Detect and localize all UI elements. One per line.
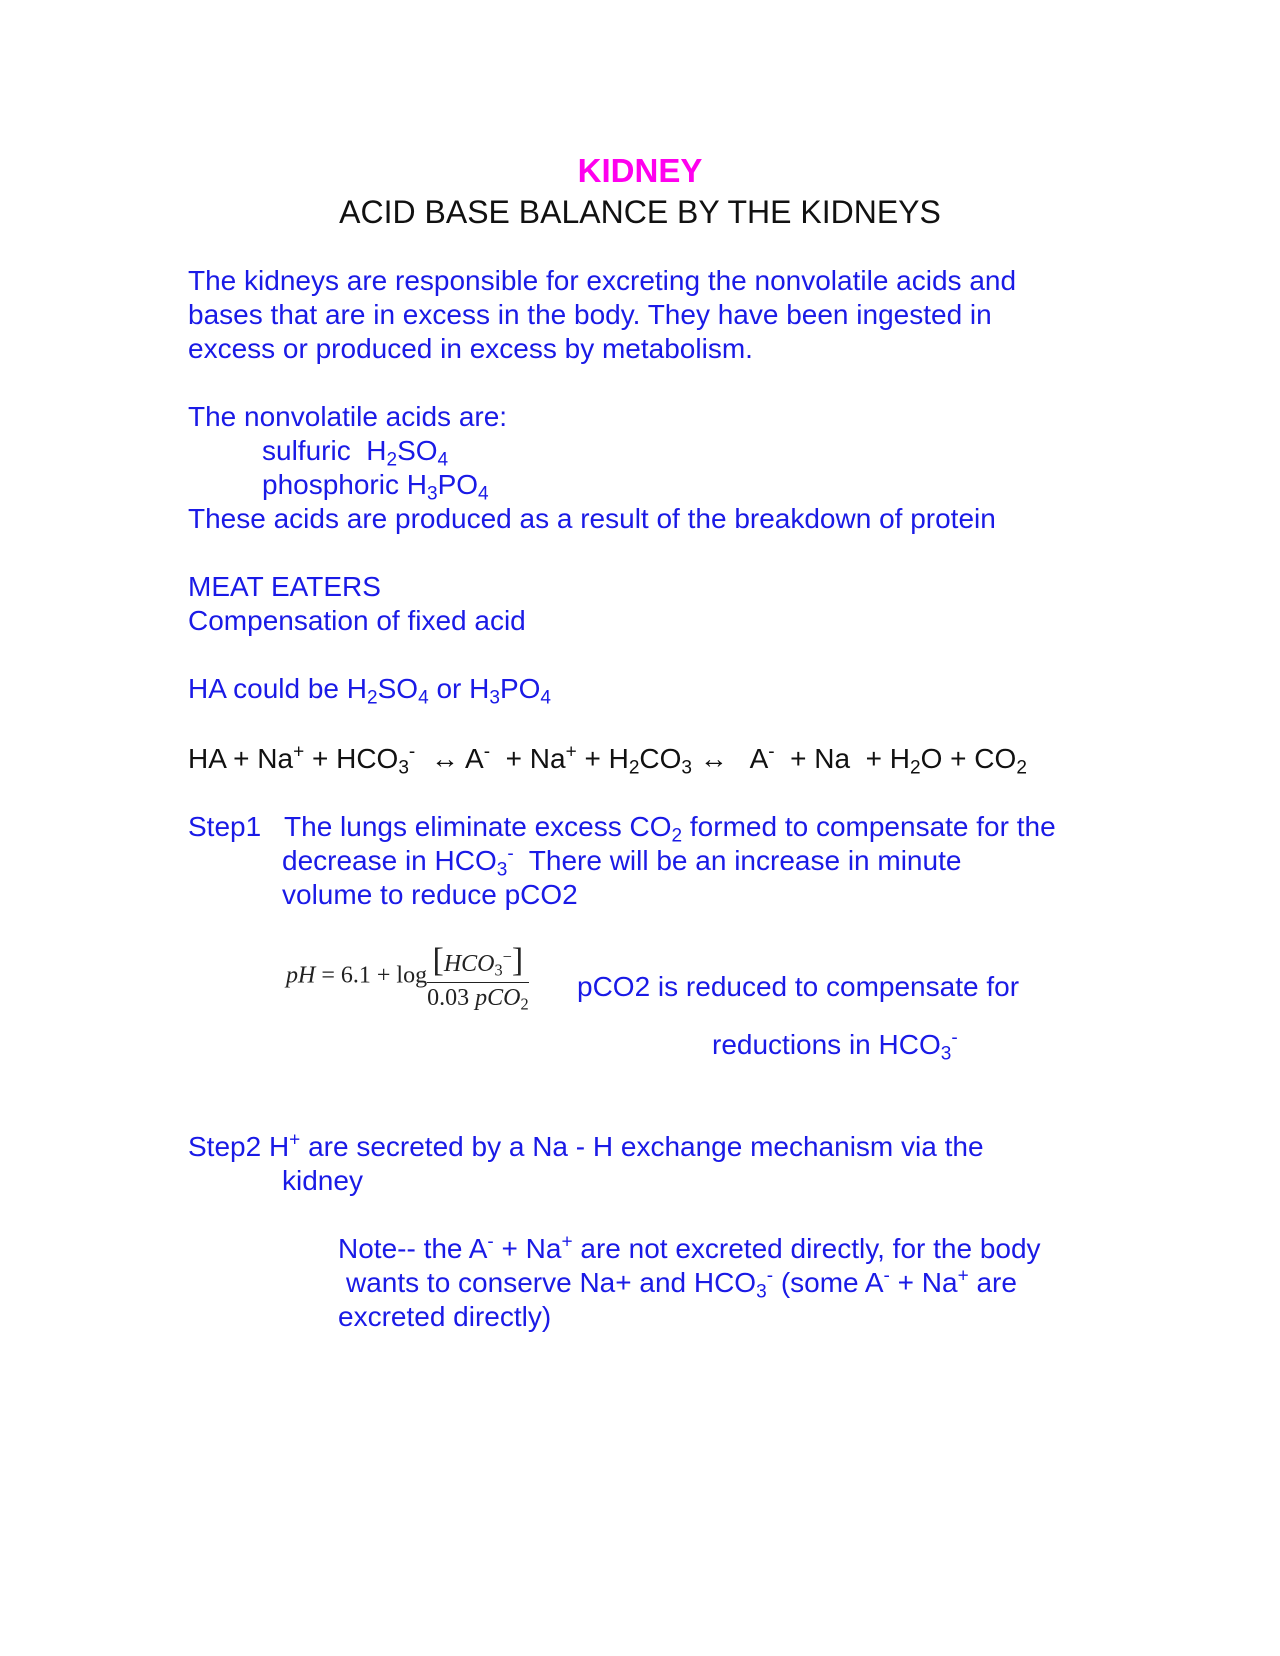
step1-label: Step1 <box>188 811 262 842</box>
step2-text-1: are secreted by a Na - H exchange mechanism via the <box>308 1131 984 1162</box>
ha-or: or <box>436 673 462 704</box>
formula-numerator: $[HCO_3^-]$ <box>427 942 529 983</box>
note-1b: + Na <box>501 1233 562 1264</box>
acid-phosphoric-label: phosphoric <box>262 469 399 500</box>
note-2c: + Na <box>897 1267 958 1298</box>
meat-heading: MEAT EATERS <box>188 571 381 602</box>
formula-eq: = 6.1 + log <box>321 962 428 989</box>
note-line-3: excreted directly) <box>338 1301 552 1332</box>
step1-line-1: Step1 The lungs eliminate excess $CO_2$ formed to compensate for the <box>188 811 1056 847</box>
note-1a: Note-- the A <box>338 1233 488 1264</box>
ha-line: HA could be $H_2SO_4$ or $H_3PO_4$ <box>188 673 551 709</box>
acid-sulfuric: sulfuric $H_2SO_4$ <box>262 435 449 471</box>
intro-line-3: excess or produced in excess by metabolism. <box>188 333 753 364</box>
intro-line-2: bases that are in excess in the body. They have been ingested in <box>188 299 992 330</box>
intro-line-1: The kidneys are responsible for excreting the nonvolatile acids and <box>188 265 1017 296</box>
acid-phosphoric: phosphoric $H_3PO_4$ <box>262 469 489 505</box>
step1-line-2: decrease in $HCO_3^-$ There will be an increase in minute <box>282 843 962 881</box>
step1-text-1a: The lungs eliminate excess CO <box>284 811 672 842</box>
formula-den-var: pCO <box>475 985 521 1011</box>
formula-denominator: 0.03 pCO$_2$ <box>427 985 529 1014</box>
step1-text-1b: formed to compensate for the <box>689 811 1056 842</box>
note-2d: are <box>976 1267 1017 1298</box>
acid-sulfuric-label: sulfuric <box>262 435 351 466</box>
ha-prefix: HA could be <box>188 673 339 704</box>
step1-text-2a: decrease in HCO <box>282 845 497 876</box>
step2-line-1: Step2 H+ are secreted by a Na - H exchange mechanism via the <box>188 1129 984 1162</box>
note-line-2: wants to conserve Na+ and $HCO_3^-$ (some A- + Na+ are <box>346 1265 1017 1303</box>
step2-label: Step2 H <box>188 1131 290 1162</box>
meat-subheading: Compensation of fixed acid <box>188 605 526 636</box>
acids-heading: The nonvolatile acids are: <box>188 401 508 432</box>
step1-text-2b: There will be an increase in minute <box>528 845 962 876</box>
step2-line-2: kidney <box>282 1165 363 1196</box>
formula-note-2-text: reductions in HCO <box>712 1029 941 1060</box>
reaction-equation: HA + $Na^+ + HCO_3^-$ ↔ $A^- + Na^+ + H_2CO_3$ ↔ $A^- + Na + H_2O + CO_2$ <box>188 741 1027 779</box>
formula-fraction <box>427 942 529 1012</box>
page-subtitle: ACID BASE BALANCE BY THE KIDNEYS <box>339 194 941 230</box>
formula-note-1: pCO2 is reduced to compensate for <box>577 971 1020 1002</box>
note-line-1: Note-- the A- + Na+ are not excreted directly, for the body <box>338 1231 1041 1264</box>
note-2a: wants to conserve Na+ and HCO <box>346 1267 757 1298</box>
page-title: KIDNEY <box>577 152 703 189</box>
note-1c: are not excreted directly, for the body <box>580 1233 1041 1264</box>
formula-note-2: reductions in $HCO_3^-$ <box>712 1027 958 1065</box>
henderson-hasselbalch-formula <box>286 942 529 1012</box>
formula-den-coef: 0.03 <box>427 985 470 1011</box>
formula-ph: pH <box>286 962 316 989</box>
step1-line-3: volume to reduce pCO2 <box>282 879 578 910</box>
acids-note: These acids are produced as a result of the breakdown of protein <box>188 503 996 534</box>
note-2b: (some A <box>780 1267 884 1298</box>
